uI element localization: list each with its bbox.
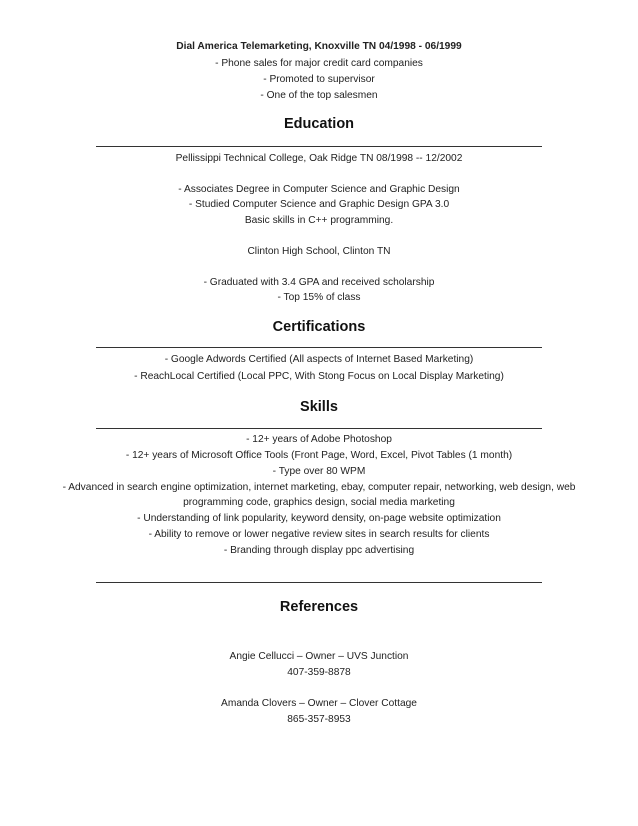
certification-item: - Google Adwords Certified (All aspects of Internet Based Marketing) xyxy=(164,354,474,365)
education-bullet: - Top 15% of class xyxy=(277,292,361,303)
certifications-heading: Certifications xyxy=(272,319,366,335)
reference-phone: 865-357-8953 xyxy=(287,714,351,725)
reference-phone: 407-359-8878 xyxy=(287,667,351,678)
high-school-entry: Clinton High School, Clinton TN xyxy=(247,246,391,257)
skill-item: - Branding through display ppc advertising xyxy=(223,545,415,556)
section-divider xyxy=(96,347,542,348)
skill-item: - Understanding of link popularity, keyword density, on-page website optimization xyxy=(137,513,501,524)
college-entry: Pellissippi Technical College, Oak Ridge TN 08/1998 -- 12/2002 xyxy=(175,153,463,164)
skill-item: - 12+ years of Microsoft Office Tools (Front Page, Word, Excel, Pivot Tables (1 month) xyxy=(125,450,513,461)
education-bullet: - Associates Degree in Computer Science and Graphic Design xyxy=(178,184,460,195)
skill-item: - Advanced in search engine optimization, internet marketing, ebay, computer repair, networking, web design, web xyxy=(62,482,576,493)
skill-item: - Ability to remove or lower negative review sites in search results for clients xyxy=(148,529,490,540)
job-bullet: - One of the top salesmen xyxy=(260,90,378,101)
reference-name: Amanda Clovers – Owner – Clover Cottage xyxy=(221,698,417,709)
job-bullet: - Promoted to supervisor xyxy=(263,74,375,85)
section-divider xyxy=(96,146,542,147)
skill-item: - 12+ years of Adobe Photoshop xyxy=(246,434,392,445)
education-bullet: - Graduated with 3.4 GPA and received scholarship xyxy=(203,277,435,288)
education-bullet: - Studied Computer Science and Graphic Design GPA 3.0 xyxy=(188,199,450,210)
job-bullet: - Phone sales for major credit card companies xyxy=(215,58,423,69)
skill-item: - Type over 80 WPM xyxy=(272,466,366,477)
section-divider xyxy=(96,582,542,583)
reference-name: Angie Cellucci – Owner – UVS Junction xyxy=(229,651,409,662)
job-title: Dial America Telemarketing, Knoxville TN 04/1998 - 06/1999 xyxy=(176,41,462,52)
skill-item: programming code, graphics design, social media marketing xyxy=(183,497,455,508)
references-heading: References xyxy=(279,599,359,615)
education-bullet: Basic skills in C++ programming. xyxy=(244,215,394,226)
certification-item: - ReachLocal Certified (Local PPC, With Stong Focus on Local Display Marketing) xyxy=(134,371,504,382)
education-heading: Education xyxy=(283,116,355,132)
section-divider xyxy=(96,428,542,429)
skills-heading: Skills xyxy=(300,399,338,415)
